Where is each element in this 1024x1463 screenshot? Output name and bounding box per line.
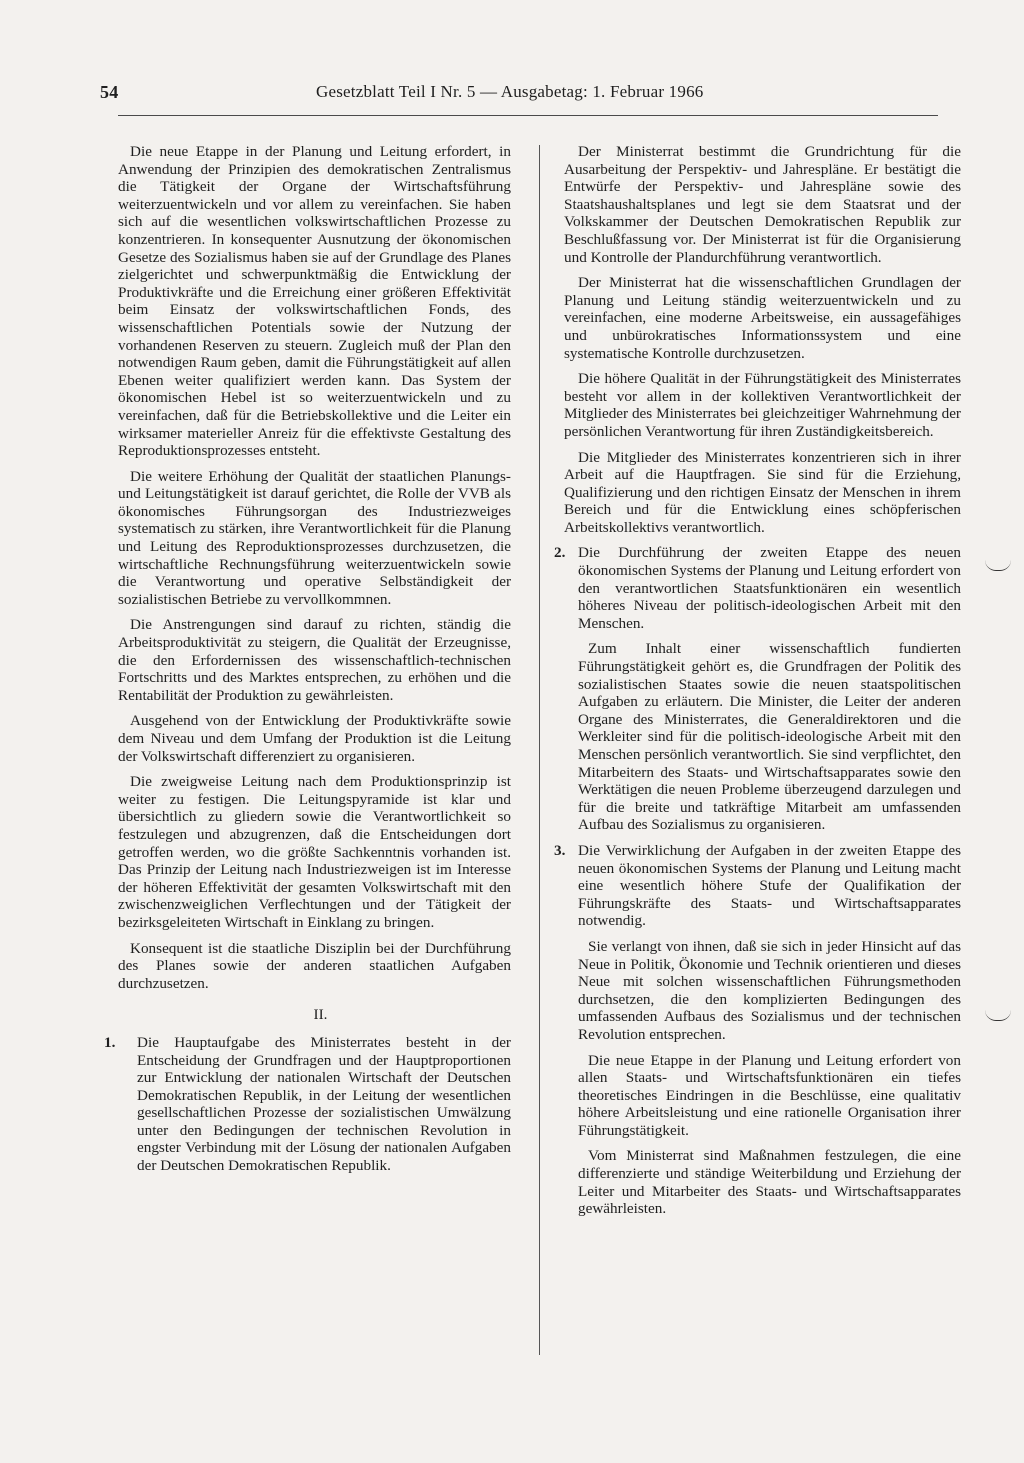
margin-mark [985, 1010, 1011, 1021]
column-divider [539, 145, 540, 1355]
page-number: 54 [100, 82, 119, 102]
item-text: Die Durchführung der zweiten Etappe des neuen ökonomischen Systems der Planung und Leitung erfordert von den verantwortlichen Staatsfunktionären ein wesentlich höheres Niveau der politisch-ideologischen Arbeit mit den Menschen. [578, 544, 961, 632]
paragraph: Die weitere Erhöhung der Qualität der staatlichen Planungs- und Leitungstätigkeit ist darauf gerichtet, die Rolle der VVB als ökonomisches Führungsorgan des Industriezweiges systematisch zu stärken, ihre Verantwortlichkeit für die Planung und Leitung des Reproduktionsprozesses durchzusetzen, die wirtschaftliche Rechnungsführung weiterzuentwickeln sowie die Verantwortung und operative Selbständigkeit der sozialistischen Betriebe zu vervollkommnen. [118, 467, 511, 608]
right-column [554, 143, 961, 1226]
header-rule [118, 115, 938, 116]
item-subparagraph: Sie verlangt von ihnen, daß sie sich in jeder Hinsicht auf das Neue in Politik, Ökonomie und Technik orientieren und dieses Neue mit solchen wissenschaftlichen Führungsmethoden durchsetzen, die den komplizierten Bedingungen des umfassenden Aufbaus des Sozialismus und der technischen Revolution entsprechen. [578, 937, 961, 1043]
item-number: 3. [554, 841, 566, 859]
item-number: 1. [104, 1033, 116, 1051]
paragraph: Der Ministerrat bestimmt die Grundrichtung für die Ausarbeitung der Perspektiv- und Jahrespläne. Er bestätigt die Entwürfe der Perspektiv- und Jahrespläne sowie des Staatshaushaltsplanes und legt sie dem Staatsrat und der Volkskammer der Deutschen Demokratischen Republik zur Beschlußfassung vor. Der Ministerrat ist für die Organisierung und Kontrolle der Plandurchführung verantwortlich. [564, 143, 961, 266]
item-text: Die Verwirklichung der Aufgaben in der zweiten Etappe des neuen ökonomischen Systems der Planung und Leitung macht eine wesentlich höhere Stufe der Qualifikation der Führungskräfte des Staats- und Wirtschaftsapparates notwendig. [578, 841, 961, 930]
paragraph: Die zweigweise Leitung nach dem Produktionsprinzip ist weiter zu festigen. Die Leitungspyramide ist klar und übersichtlich zu gliedern sowie die Verantwortlichkeit so festzulegen und abzugrenzen, daß die Entscheidungen dort getroffen werden, wo die größte Sachkenntnis vorhanden ist. Das Prinzip der Leitung nach Industriezweigen ist im Interesse der höheren Effektivität der gesamten Volkswirtschaft mit den zwischenzweiglichen Verflechtungen und der Tätigkeit der bezirksgeleiteten Wirtschaft in Einklang zu bringen. [118, 773, 511, 931]
numbered-item [554, 841, 961, 930]
paragraph: Die höhere Qualität in der Führungstätigkeit des Ministerrates besteht vor allem in der kollektiven Verantwortlichkeit der Mitglieder des Ministerrates bei gleichzeitiger Wahrnehmung der persönlichen Verantwortung für ihren Zuständigkeitsbereich. [564, 370, 961, 440]
paragraph: Ausgehend von der Entwicklung der Produktivkräfte sowie dem Niveau und dem Umfang der Produktion ist die Leitung der Volkswirtschaft differenziert zu organisieren. [118, 712, 511, 765]
publication-title: Gesetzblatt Teil I Nr. 5 — Ausgabetag: 1. Februar 1966 [316, 82, 704, 101]
paragraph: Die Mitglieder des Ministerrates konzentrieren sich in ihrer Arbeit auf die Hauptfragen. Sie sind für die Erziehung, Qualifizierung und den richtigen Einsatz der Menschen in ihrem Bereich und für die Entwicklung eines schöpferischen Arbeitskollektivs verantwortlich. [564, 448, 961, 536]
numbered-item [554, 544, 961, 632]
item-text: Die Hauptaufgabe des Ministerrates besteht in der Entscheidung der Grundfragen und der Hauptproportionen zur Entwicklung der nationalen Wirtschaft der Deutschen Demokratischen Republik, in der Leitung der wesentlichen gesellschaftlichen Prozesse der sozialistischen Umwälzung unter den Bedingungen der technischen Revolution in engster Verbindung mit der Lösung der nationalen Aufgaben der Deutschen Demokratischen Republik. [137, 1033, 511, 1175]
item-subparagraph: Die neue Etappe in der Planung und Leitung erfordert von allen Staats- und Wirtschaftsfunktionären ein tiefes theoretisches Eindringen in die Beschlüsse, eine qualitativ höhere Arbeitsleistung und eine rationelle Organisation ihrer Führungstätigkeit. [578, 1051, 961, 1139]
paragraph: Die neue Etappe in der Planung und Leitung erfordert, in Anwendung der Prinzipien des demokratischen Zentralismus die Tätigkeit der Organe der Wirtschaftsführung weiterzuentwickeln und vor allem zu vereinfachen. Sie haben sich auf die wesentlichen volkswirtschaftlichen Prozesse zu konzentrieren. In konsequenter Ausnutzung der ökonomischen Gesetze des Sozialismus haben sie auf der Grundlage des Planes zielgerichtet und schwerpunktmäßig die Entwicklung der Produktivkräfte und die Erreichung einer größeren Effektivität beim Einsatz der volkswirtschaftlichen Fonds, des wissenschaftlichen Potentials sowie der Nutzung der vorhandenen Reserven zu steuern. Zugleich muß der Plan den notwendigen Raum geben, damit die Führungstätigkeit auf allen Ebenen weiter qualifiziert werden kann. Das System der ökonomischen Hebel ist so weiterzuentwickeln und zu vereinfachen, daß für die Betriebskollektive und die Leiter ein wirksamer materieller Anreiz für die effektivste Gestaltung des Reproduktionsprozesses entsteht. [118, 143, 511, 460]
paragraph: Konsequent ist die staatliche Disziplin bei der Durchführung des Planes sowie der anderen staatlichen Aufgaben durchzusetzen. [118, 939, 511, 992]
paragraph: Die Anstrengungen sind darauf zu richten, ständig die Arbeitsproduktivität zu steigern, die Qualität der Erzeugnisse, die den Erfordernissen des wissenschaftlich-technischen Fortschritts und des Marktes entsprechen, zu erhöhen und die Rentabilität der Produktion zu gewährleisten. [118, 616, 511, 704]
margin-mark [985, 560, 1011, 571]
item-subparagraph: Zum Inhalt einer wissenschaftlich fundierten Führungstätigkeit gehört es, die Grundfragen der Politik des sozialistischen Staates sowie die neuen staatspolitischen Aufgaben zu erläutern. Die Minister, die Leiter der anderen Organe des Ministerrates, die Generaldirektoren und die Werkleiter sind für die politisch-ideologische Arbeit mit den Menschen persönlich verantwortlich. Sie sind verpflichtet, den Mitarbeitern des Staats- und Wirtschaftsapparates sowie den Werktätigen die neuen Probleme überzeugend darzulegen und für die breite und tatkräftige Mitarbeit am umfassenden Aufbau des Sozialismus zu organisieren. [578, 640, 961, 834]
paragraph: Der Ministerrat hat die wissenschaftlichen Grundlagen der Planung und Leitung ständig weiterzuentwickeln und zu vereinfachen, eine moderne Arbeitsweise, ein aussagefähiges und unbürokratisches Informationssystem und eine systematische Kontrolle durchzusetzen. [564, 274, 961, 362]
item-subparagraph: Vom Ministerrat sind Maßnahmen festzulegen, die eine differenzierte und ständige Weiterbildung und Erziehung der Leiter und Mitarbeiter des Staats- und Wirtschaftsapparates gewährleisten. [578, 1147, 961, 1218]
section-heading: II. [313, 1006, 328, 1024]
numbered-item [104, 1033, 511, 1175]
item-number: 2. [554, 544, 566, 562]
left-column [104, 143, 511, 1183]
page-header [100, 82, 930, 110]
